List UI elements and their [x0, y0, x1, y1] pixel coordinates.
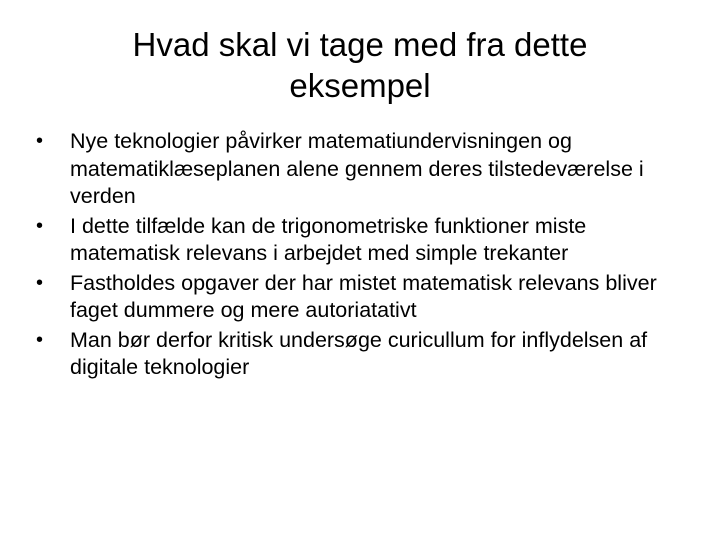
bullet-text-3: Fastholdes opgaver der har mistet matematisk relevans bliver faget dummere og mere autoriatativt: [70, 270, 657, 322]
bullet-item-4: [36, 327, 696, 382]
bullet-item-1: [36, 128, 696, 211]
bullet-text-1: Nye teknologier påvirker matematiundervisningen og matematiklæseplanen alene gennem deres tilstedeværelse i verden: [70, 129, 644, 208]
bullet-text-4: Man bør derfor kritisk undersøge curicullum for inflydelsen af digitale teknologier: [70, 327, 648, 379]
bullet-item-3: [36, 270, 696, 325]
bullet-text-2: I dette tilfælde kan de trigonometriske funktioner miste matematisk relevans i arbejdet med simple trekanter: [70, 213, 587, 265]
bullet-icon: •: [36, 328, 44, 351]
slide-title-line-1: Hvad skal vi tage med fra dette: [132, 26, 588, 63]
slide-title-line-2: eksempel: [289, 67, 431, 104]
bullet-item-2: [36, 213, 696, 268]
bullet-icon: •: [36, 271, 44, 294]
bullet-icon: •: [36, 130, 44, 152]
bullet-icon: •: [36, 214, 44, 237]
bullet-list: [36, 128, 696, 384]
slide-title: [40, 24, 680, 106]
